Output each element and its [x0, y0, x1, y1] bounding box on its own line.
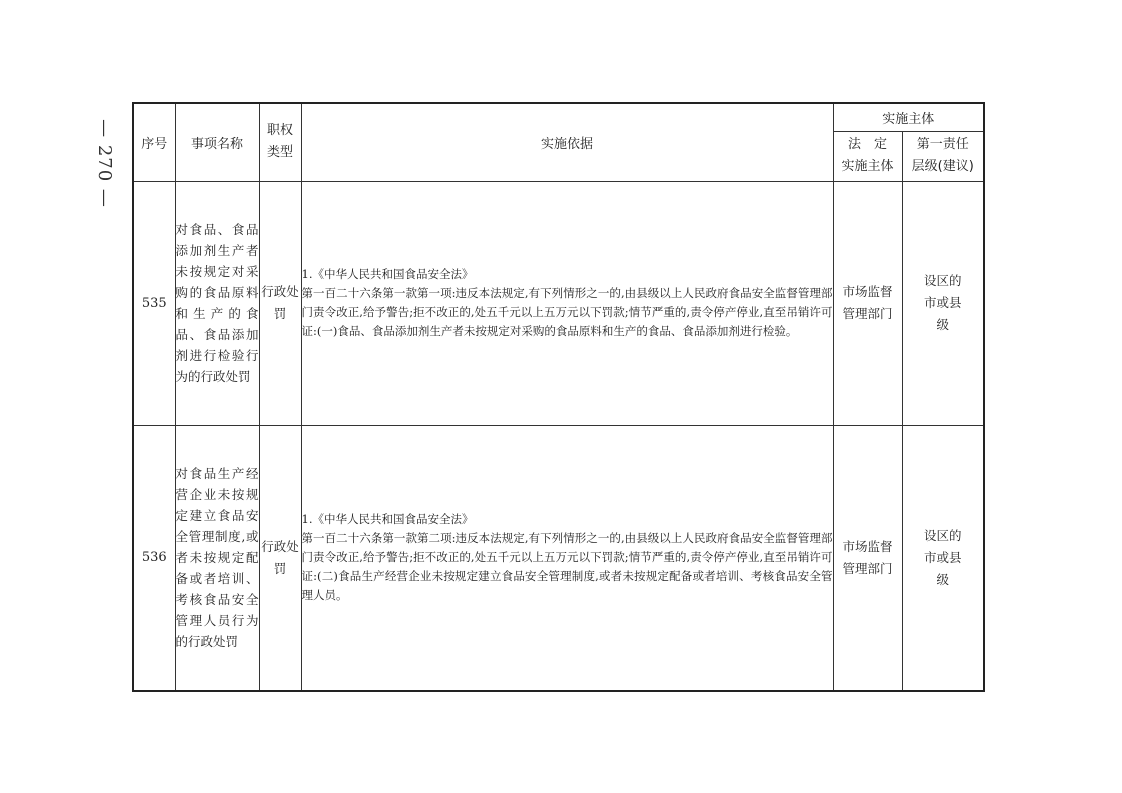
row-first-level: 设区的市或县级	[902, 181, 984, 425]
row-index: 536	[133, 425, 175, 691]
table-row	[133, 181, 984, 425]
row-basis-text: 第一百二十六条第一款第二项:违反本法规定,有下列情形之一的,由县级以上人民政府食品安全监督管理部门责令改正,给予警告;拒不改正的,处五千元以上五万元以下罚款;情节严重的,责令停产停业,直至吊销许可证:(二)食品生产经营企业未按规定建立食品安全管理制度,或者未按规定配备或者培训、考核食品安全管理人员。	[301, 531, 833, 603]
row-index: 535	[133, 181, 175, 425]
page-number-text: — 270 —	[93, 118, 115, 208]
row-item-name: 对食品、食品添加剂生产者未按规定对采购的食品原料和生产的食品、食品添加剂进行检验行为的行政处罚	[175, 181, 259, 425]
header-first-level-line1: 第一责任	[916, 137, 969, 152]
row-power-type: 行政处罚	[259, 425, 301, 691]
row-basis-law: 1.《中华人民共和国食品安全法》	[301, 512, 474, 527]
header-legal-entity	[833, 131, 902, 181]
header-power-type	[259, 103, 301, 181]
header-index: 序号	[133, 103, 175, 181]
row-legal-entity: 市场监督管理部门	[833, 181, 902, 425]
row-basis-law: 1.《中华人民共和国食品安全法》	[301, 267, 474, 281]
header-legal-entity-line2: 实施主体	[841, 159, 894, 174]
header-legal-entity-line1: 法 定	[847, 137, 887, 152]
power-list-table	[132, 102, 985, 692]
table-row	[133, 425, 984, 691]
row-basis	[301, 425, 833, 691]
row-basis	[301, 181, 833, 425]
header-power-type-text: 职权 类型	[266, 123, 293, 161]
header-first-level-line2: 层级(建议)	[911, 159, 974, 174]
row-basis-text: 第一百二十六条第一款第一项:违反本法规定,有下列情形之一的,由县级以上人民政府食品安全监督管理部门责令改正,给予警告;拒不改正的,处五千元以上五万元以下罚款;情节严重的,责令停产停业,直至吊销许可证:(一)食品、食品添加剂生产者未按规定对采购的食品原料和生产的食品、食品添加剂进行检验。	[301, 286, 833, 338]
header-implementer: 实施主体	[833, 103, 984, 131]
page-number	[88, 118, 120, 208]
row-legal-entity: 市场监督管理部门	[833, 425, 902, 691]
row-item-name: 对食品生产经营企业未按规定建立食品安全管理制度,或者未按规定配备或者培训、考核食品安全管理人员行为的行政处罚	[175, 425, 259, 691]
row-power-type: 行政处罚	[259, 181, 301, 425]
header-first-level	[902, 131, 984, 181]
row-first-level: 设区的市或县级	[902, 425, 984, 691]
header-row-1	[133, 103, 984, 131]
header-basis: 实施依据	[301, 103, 833, 181]
header-item-name: 事项名称	[175, 103, 259, 181]
